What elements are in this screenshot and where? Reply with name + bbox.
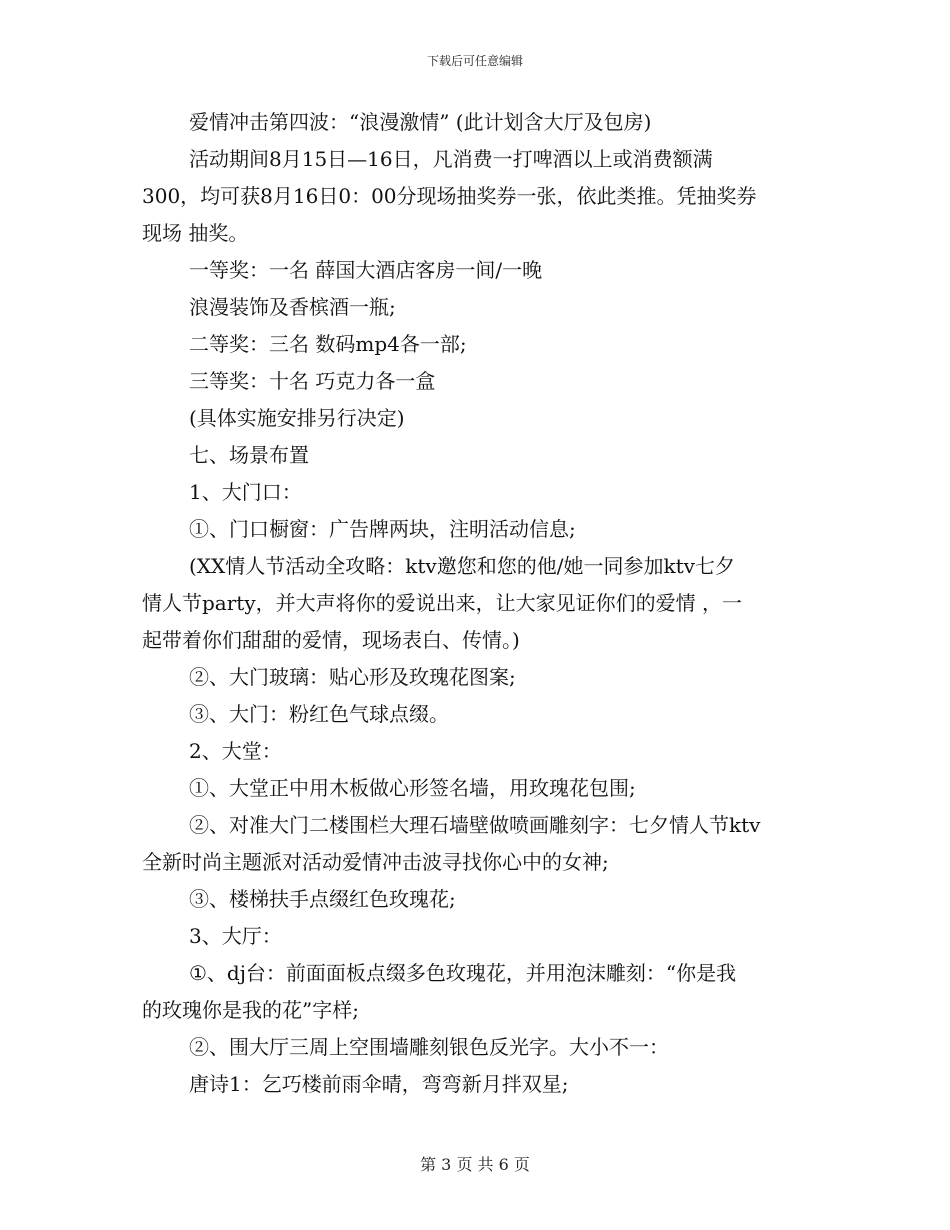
paragraph-line: ③、大门：粉红色气球点缀。	[189, 702, 449, 726]
paragraph-line: 全新时尚主题派对活动爱情冲击波寻找你心中的女神;	[142, 850, 609, 874]
paragraph-line: 的玫瑰你是我的花”字样;	[142, 998, 359, 1022]
paragraph-line: 情人节party，并大声将你的爱说出来，让大家见证你们的爱情 ，一	[142, 591, 742, 615]
paragraph-line: 唐诗1：乞巧楼前雨伞晴，弯弯新月拌双星;	[189, 1072, 569, 1096]
paragraph-line: 二等奖：三名 数码mp4各一部;	[189, 332, 467, 356]
paragraph-line: 活动期间8月15日—16日，凡消费一打啤酒以上或消费额满	[189, 147, 713, 171]
page-footer: 第 3 页 共 6 页	[420, 1155, 530, 1174]
paragraph-line: 300，均可获8月16日0：00分现场抽奖券一张，依此类推。凭抽奖券	[142, 184, 757, 208]
paragraph-line: ①、大堂正中用木板做心形签名墙，用玫瑰花包围;	[189, 776, 636, 800]
subsection-heading: 2、大堂：	[189, 739, 282, 763]
document-body	[142, 104, 812, 1103]
paragraph-line: ②、大门玻璃：贴心形及玫瑰花图案;	[189, 665, 516, 689]
section-heading: 七、场景布置	[189, 443, 309, 467]
subsection-heading: 3、大厅：	[189, 924, 282, 948]
paragraph-line: 起带着你们甜甜的爱情，现场表白、传情。)	[142, 628, 520, 652]
paragraph-line: 三等奖：十名 巧克力各一盒	[189, 369, 436, 393]
paragraph-line: ②、对准大门二楼围栏大理石墙壁做喷画雕刻字：七夕情人节ktv	[189, 813, 761, 837]
paragraph-line: ②、围大厅三周上空围墙雕刻银色反光字。大小不一：	[189, 1035, 669, 1059]
paragraph-line: ①、门口橱窗：广告牌两块，注明活动信息;	[189, 517, 576, 541]
paragraph-line: ③、楼梯扶手点缀红色玫瑰花;	[189, 887, 456, 911]
subsection-heading: 1、大门口：	[189, 480, 302, 504]
paragraph-line: 浪漫装饰及香槟酒一瓶;	[189, 295, 396, 319]
paragraph-line: 一等奖：一名 薛国大酒店客房一间/一晚	[189, 258, 543, 282]
page-header: 下载后可任意编辑	[426, 54, 523, 68]
paragraph-line: ①、dj台：前面面板点缀多色玫瑰花，并用泡沫雕刻：“你是我	[189, 961, 737, 985]
paragraph-line: (具体实施安排另行决定)	[189, 406, 405, 430]
paragraph-line: (XX情人节活动全攻略：ktv邀您和您的他/她一同参加ktv七夕	[189, 554, 735, 578]
paragraph-line: 现场 抽奖。	[142, 221, 249, 245]
paragraph-line: 爱情冲击第四波：“浪漫激情” (此计划含大厅及包房)	[189, 110, 652, 134]
